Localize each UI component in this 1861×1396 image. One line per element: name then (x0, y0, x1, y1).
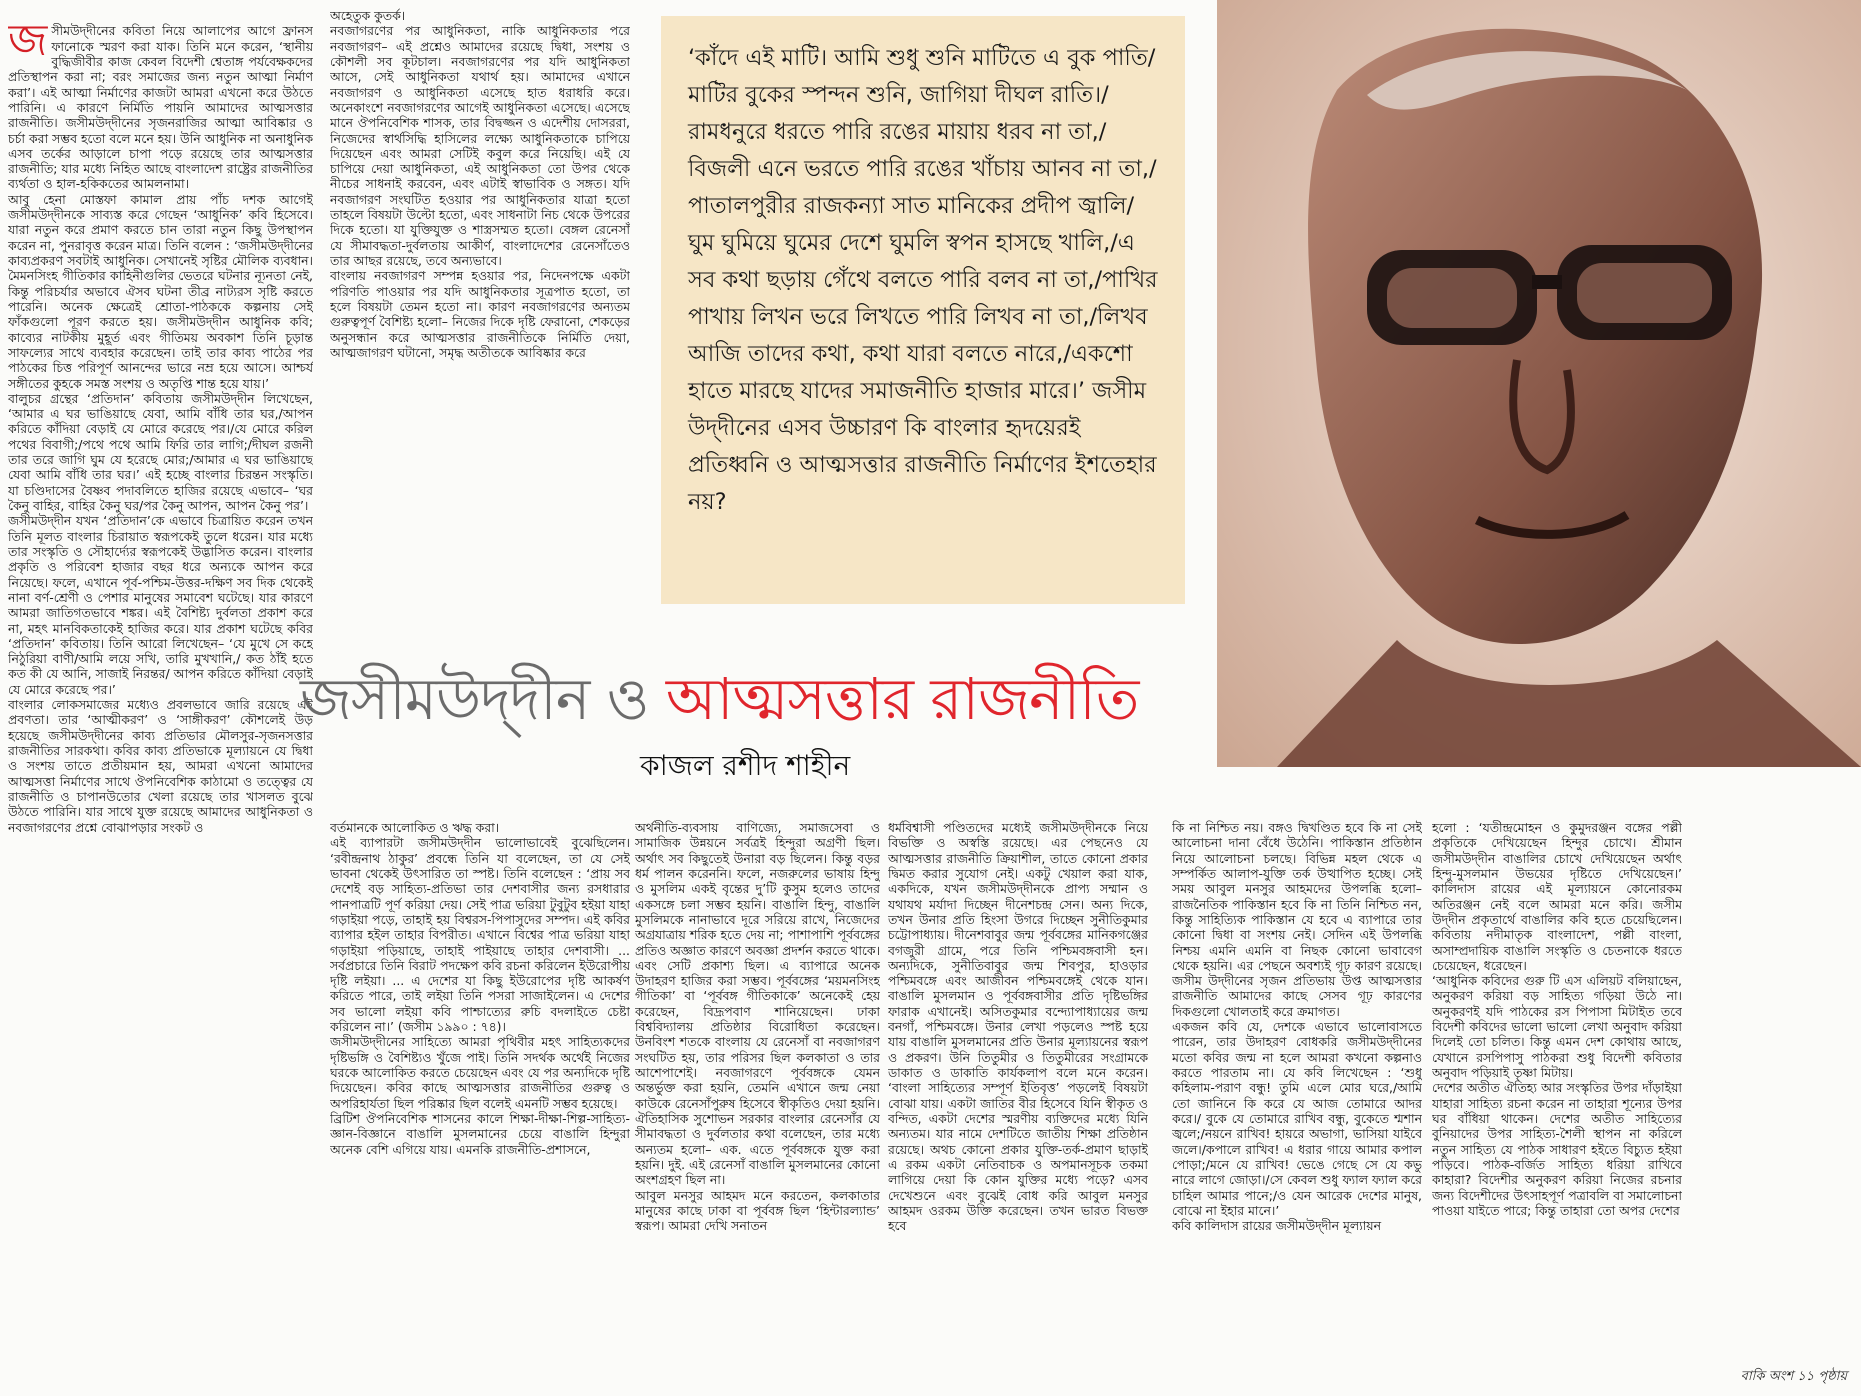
article-column-1 (8, 8, 313, 1390)
drop-cap: জ (8, 15, 48, 67)
byline: কাজল রশীদ শাহীন (640, 749, 851, 782)
article-column-6: কি না নিশ্চিত নয়। বঙ্গও দ্বিখণ্ডিত হবে কি না সেই আলোচনা দানা বেঁধে উঠেনি। পাকিস্তান প্রতিষ্ঠান নিয়ে আলোচনা চলছে। বিভিন্ন মহল থেকে এ সম্পর্কিত আলাপ-যুক্তি তর্ক উত্থাপিত হচ্ছে। সেই সময় আবুল মনসুর আহমদের উপলব্ধি হলো– রাজনৈতিক পাকিস্তান হবে কি না তিনি নিশ্চিত নন, কিন্তু সাহিত্যিক পাকিস্তান যে হবে এ ব্যাপারে তার কোনো দ্বিধা বা সংশয় নেই। সেদিন এই উপলব্ধি নিশ্চয় এমনি এমনি বা নিছক কোনো ভাবাবেগ থেকে হয়নি। এর পেছনে অবশ্যই গূঢ় কারণ রয়েছে। জসীম উদ্‌দীনের সৃজন প্রতিভায় উপ্ত আত্মসত্তার রাজনীতি আমাদের কাছে সেসব গূঢ় কারণের দিকগুলো খোলতাই করে ক্রমাগত। একজন কবি যে, দেশকে এভাবে ভালোবাসতে পারেন, তার উদাহরণ বোধকরি জসীমউদ্‌দীনের মতো কবির জন্ম না হলে আমরা কখনো কল্পনাও করতে পারতাম না। যে কবি লিখেছেন : ‘শুধু কহিলাম-পরাণ বন্ধু! তুমি এলে মোর ঘরে,/আমি তো জানিনে কি করে যে আজ তোমারে আদর করে।/ বুকে যে তোমারে রাখিব বন্ধু, বুকেতে শ্মশান জ্বলে;/নয়নে রাখিব! হায়রে অভাগা, ভাসিয়া যাইবে জলে।/কপালে রাখিব! এ ধরার গায়ে আমার কপাল পোড়া;/মনে যে রাখিব! ভেঙে গেছে সে যে কভু নারে লাগে জোড়া।/সে কেবল শুধু ফ্যাল ফ্যাল করে চাহিল আমার পানে;/ও যেন আরেক দেশের মানুষ, বোঝে না ইহার মানে।’ কবি কালিদাস রায়ের জসীমউদ্‌দীন মূল্যায়ন (1172, 820, 1422, 1234)
portrait-illustration (1217, 0, 1861, 767)
article-column-7: হলো : ‘যতীন্দ্রমোহন ও কুমুদরঞ্জন বঙ্গের পল্লী প্রকৃতিকে দেখিয়েছেন হিন্দুর চোখে। শ্রীমান জসীমউদ্‌দীন বাঙালির চোখে দেখিয়েছেন অর্থাৎ হিন্দু-মুসলমান উভয়ের দৃষ্টিতে দেখিয়েছেন।’ কালিদাস রায়ের এই মূল্যায়নে কোনোরকম অতিরঞ্জন নেই বলে আমরা মনে করি। জসীম উদ্‌দীন প্রকৃতার্থে বাঙালির কবি হতে চেয়েছিলেন। কবিতায় নদীমাতৃক বাংলাদেশ, পল্লী বাংলা, অসাম্প্রদায়িক বাঙালি সংস্কৃতি ও চেতনাকে ধরতে চেয়েছেন, ধরেছেন। ‘আধুনিক কবিদের গুরু টি এস এলিয়ট বলিয়াছেন, অনুকরণ করিয়া বড় সাহিত্য গড়িয়া উঠে না। অনুকরণই যদি পাঠকের রস পিপাসা মিটাইত তবে বিদেশী কবিদের ভালো ভালো লেখা অনুবাদ করিয়া দিলেই তো চলিত। কিন্তু এমন দেশ কোথায় আছে, যেখানে রসপিপাসু পাঠকরা শুধু বিদেশী কবিতার অনুবাদ পড়িয়াই তৃষ্ণা মিটায়। দেশের অতীত ঐতিহ্য আর সংস্কৃতির উপর দাঁড়াইয়া যাহারা সাহিত্য রচনা করেন না তাহারা শূন্যের উপর ঘর বাঁধিয়া থাকেন। দেশের অতীত সাহিত্যের বুনিয়াদের উপর সাহিত্য-শৈলী স্থাপন না করিলে নতুন সাহিত্য যে পাঠক সাধারণ হইতে বিচ্যুত হইয়া পড়িবে। পাঠক-বর্জিত সাহিত্য ধরিয়া রাখিবে কাহারা? বিদেশীর অনুকরণ করিয়া নিজের রচনার জন্য বিদেশীদের উৎসাহপূর্ণ পত্রাবলি বা সমালোচনা পাওয়া যাইতে পারে; কিন্তু তাহারা তো অপর দেশের (1432, 820, 1682, 1218)
headline-part-2: আত্মসত্তার রাজনীতি (665, 665, 1139, 733)
column-1-text: সীমউদ্‌দীনের কবিতা নিয়ে আলাপের আগে ফ্রানস ফানোকে স্মরণ করা যাক। তিনি মনে করেন, ‘স্থানীয় বুদ্ধিজীবীর কাজ কেবল বিদেশী শ্বেতাঙ্গ পর্যবেক্ষকদের প্রতিস্থাপন করা না; বরং সমাজের জন্য নতুন আত্মা নির্মাণ করা’। এই আত্মা নির্মাণের কাজটা আমরা এখনো করে উঠতে পারিনি। এ কারণে নির্মিতি পায়নি আমাদের আত্মসত্তার রাজনীতি। জসীমউদ্‌দীনের সৃজনরাজির আত্মা আবিষ্কার ও চর্চা করা সম্ভব হতো বলে মনে হয়। উনি আধুনিক না অনাধুনিক এসব তর্কের আড়ালে চাপা পড়ে রয়েছে তার আত্মসত্তার রাজনীতি; যার মধ্যে নিহিত আছে বাংলাদেশ রাষ্ট্রের রাজনীতির ব্যর্থতা ও হাল-হকিকতের আমলনামা। আবু হেনা মোস্তফা কামাল প্রায় পাঁচ দশক আগেই জসীমউদ্‌দীনকে সাব্যস্ত করে গেছেন ‘আধুনিক’ কবি হিসেবে। যারা নতুন করে প্রমাণ করতে চান তারা নতুন কিছু উপস্থাপন করেন না, পুনরাবৃত্ত করেন মাত্র। তিনি বলেন : ‘জসীমউদ্‌দীনের কাব্যপ্রকরণ সবটাই আধুনিক। সেখানেই সৃষ্টির মৌলিক ব্যবধান। মৈমনসিংহ গীতিকার কাহিনীগুলির ভেতরে ঘটনার ন্যূনতা নেই, কিন্তু পরিচর্যার অভাবে ঐসব ঘটনা তীব্র নাট্যরস সৃষ্টি করতে পারেনি। অনেক ক্ষেত্রেই শ্রোতা-পাঠককে কল্পনায় সেই ফাঁকগুলো পূরণ করতে হয়। জসীমউদ্‌দীন আধুনিক কবি; কাব্যের নাটকীয় মুহূর্ত এবং গীতিময় অবকাশ তিনি চূড়ান্ত সাফল্যের সাথে ব্যবহার করেছেন। তাই তার কাব্য পাঠের পর পাঠকের চিত্ত পরিপূর্ণ আনন্দের ভারে নম্র হয়ে আসে। আশ্চর্য সঙ্গীতের কুহকে সমস্ত সংশয় ও অতৃপ্তি শান্ত হয়ে যায়।’ বালুচর গ্রন্থের ‘প্রতিদান’ কবিতায় জসীমউদ্‌দীন লিখেছেন, ‘আমার এ ঘর ভাঙিয়াছে যেবা, আমি বাঁধি তার ঘর,/আপন করিতে কাঁদিয়া বেড়াই যে মোরে করেছে পর।/যে মোরে করিল পথের বিবাগী;/পথে পথে আমি ফিরি তার লাগি;/দীঘল রজনী তার তরে জাগি ঘুম যে হরেছে মোর;/আমার এ ঘর ভাঙিয়াছে যেবা আমি বাঁধি তার ঘর।’ এই হচ্ছে বাংলার চিরন্তন সংস্কৃতি। যা চণ্ডিদাসের বৈষ্ণব পদাবলিতে হাজির রয়েছে এভাবে– ‘ঘর কৈনু বাহির, বাহির কৈনু ঘর/পর কৈনু আপন, আপন কৈনু পর’। জসীমউদ্‌দীন যখন ‘প্রতিদান’কে এভাবে চিত্রায়িত করেন তখন তিনি মূলত বাংলার চিরায়াত স্বরূপকেই তুলে ধরেন। যার মধ্যে তার সংস্কৃতি ও সৌহার্দ্যের স্বরূপকেই উদ্ভাসিত করেন। বাংলার প্রকৃতি ও পরিবেশ হাজার বছর ধরে অন্যকে আপন করে নিয়েছে। ফলে, এখানে পূর্ব-পশ্চিম-উত্তর-দক্ষিণ সব দিক থেকেই নানা বর্ণ-শ্রেণী ও পেশার মানুষের সমাবেশ ঘটেছে। যার কারণে আমরা জাতিগতভাবে শঙ্কর। এই বৈশিষ্ট্য দুর্বলতা প্রকাশ করে না, মহৎ মানবিকতাকেই হাজির করে। যার প্রকাশ ঘটেছে কবির ‘প্রতিদান’ কবিতায়। তিনি আরো লিখেছেন– ‘যে মুখে সে কহে নিঠুরিয়া বাণী/আমি লয়ে সখি, তারি মুখখানি,/ কত ঠাঁই হতে কত কী যে আনি, সাজাই নিরন্তর/ আপন করিতে কাঁদিয়া বেড়াই যে মোরে করেছে পর।’ বাংলার লোকসমাজের মধ্যেও প্রবলভাবে জারি রয়েছে এই প্রবণতা। তার ‘আত্মীকরণ’ ও ‘সাঙ্গীকরণ’ কৌশলেই উড় হয়েছে জসীমউদ্‌দীনের কাব্য প্রতিভার মৌলসুর-সৃজনসত্তার রাজনীতির সারকথা। কবির কাব্য প্রতিভাকে মূল্যায়নে যে দ্বিধা ও সংশয় তাতে প্রতীয়মান হয়, আমরা এখনো আমাদের আত্মসত্তা নির্মাণের সাথে ঔপনিবেশিক কাঠামো ও তত্ত্বের যে রাজনীতি ও চাপানউতোর খেলা রয়েছে তার খাসলত বুঝে উঠতে পারিনি। যার সাথে যুক্ত রয়েছে আমাদের আধুনিকতা ও নবজাগরণের প্রশ্নে বোঝাপড়ার সংকট ও (8, 23, 313, 835)
headline (300, 655, 1200, 752)
headline-part-1: জসীমউদ্‌দীন ও (300, 665, 666, 733)
article-column-3: বর্তমানকে আলোকিত ও ঋদ্ধ করা। এই ব্যাপারটা জসীমউদ্‌দীন ভালোভাবেই বুঝেছিলেন। ‘রবীন্দ্রনাথ ঠাকুর’ প্রবন্ধে তিনি যা বলেছেন, তা যে সেই ভাবনা থেকেই উৎসারিত তা স্পষ্ট। তিনি বলেছেন : ‘প্রায় সব দেশেই বড় সাহিত্য-প্রতিভা তার দেশবাসীর জন্য রসধারার পানপাত্রটি পূর্ণ করিয়া দেয়। সেই পাত্র ভরিয়া টুবুটুব হইয়া যাহা গড়াইয়া পড়ে, তাহাই হয় বিশ্বরস-পিপাসুদের সম্পদ। এই কবির ব্যাপার হইল তাহার বিপরীত। এখানে বিশ্বের পাত্র ভরিয়া যাহা গড়াইয়া পড়িয়াছে, তাহাই পাইয়াছে তাহার দেশবাসী। ... সর্বপ্রচারে তিনি বিরাট পদক্ষেপ কবি রচনা করিলেন ইউরোপীয় দৃষ্টি লইয়া। ... এ দেশের যা কিছু ইউরোপের দৃষ্টি আকর্ষণ করিতে পারে, তাই লইয়া তিনি পসরা সাজাইলেন। এ দেশের সব ভালো লইয়া কবি পাশ্চাত্যের রুচি বদলাইতে চেষ্টা করিলেন না।’ (জসীম ১৯৯০ : ৭৪)। জসীমউদ্‌দীনের সাহিত্যে আমরা পৃথিবীর মহৎ সাহিত্যকদের দৃষ্টিভঙ্গি ও বৈশিষ্ট্যও খুঁজে পাই। তিনি সদর্থক অর্থেই নিজের ঘরকে আলোকিত করতে চেয়েছেন এবং যে পর অন্যদিকে দৃষ্টি দিয়েছেন। কবির কাছে আত্মসত্তার রাজনীতির গুরুত্ব ও অপরিহার্যতা ছিল পরিষ্কার ছিল বলেই এমনটি সম্ভব হয়েছে। ব্রিটিশ ঔপনিবেশিক শাসনের কালে শিক্ষা-দীক্ষা-শিল্প-সাহিত্য-জ্ঞান-বিজ্ঞানে বাঙালি মুসলমানের চেয়ে বাঙালি হিন্দুরা অনেক বেশি এগিয়ে যায়। এমনকি রাজনীতি-প্রশাসনে, (330, 820, 630, 1157)
portrait-photo (1217, 0, 1861, 767)
article-column-5: ধর্মবিশ্বাসী পণ্ডিতদের মধ্যেই জসীমউদ্‌দীনকে নিয়ে বিভক্তি ও অস্বস্তি রয়েছে। এর পেছনেও যে আত্মসত্তার রাজনীতি ক্রিয়াশীল, তাতে কোনো প্রকার দ্বিমত করার সুযোগ নেই। একটু খেয়াল করা যাক, একদিকে, যখন জসীমউদ্‌দীনকে প্রাপ্য সম্মান ও যথাযথ মর্যাদা দিচ্ছেন দীনেশচন্দ্র সেন। অন্য দিকে, তখন উনার প্রতি হিংসা উগরে দিচ্ছেন সুনীতিকুমার চট্টোপাধ্যায়। দীনেশবাবুর জন্ম পূর্ববঙ্গের মানিকগঞ্জের বগজুরী গ্রামে, পরে তিনি পশ্চিমবঙ্গবাসী হন। অন্যদিকে, সুনীতিবাবুর জন্ম শিবপুর, হাওড়ার পশ্চিমবঙ্গে এবং আজীবন পশ্চিমবঙ্গেই থেকে যান। বাঙালি মুসলমান ও পূর্ববঙ্গবাসীর প্রতি দৃষ্টিভঙ্গির ফারাক এখানেই। অসিতকুমার বন্দ্যোপাধ্যায়ের জন্ম বনগাঁ, পশ্চিমবঙ্গে। উনার লেখা পড়লেও স্পষ্ট হয়ে যায় বাঙালি মুসলমানের প্রতি উনার মূল্যায়নের স্বরূপ ও প্রকরণ। উনি তিতুমীর ও তিতুমীরের সংগ্রামকে ডাকাত ও ডাকাতি কার্যকলাপ বলে মনে করেন। ‘বাংলা সাহিত্যের সম্পূর্ণ ইতিবৃত্ত’ পড়লেই বিষয়টা বোঝা যায়। একটা জাতির বীর হিসেবে যিনি স্বীকৃত ও বন্দিত, একটা দেশের স্মরণীয় ব্যক্তিদের মধ্যে যিনি অন্যতম। যার নামে দেশটিতে জাতীয় শিক্ষা প্রতিষ্ঠান রয়েছে। অথচ কোনো প্রকার যুক্তি-তর্ক-প্রমাণ ছাড়াই এ রকম একটা নেতিবাচক ও অপমানসূচক তকমা লাগিয়ে দেয়া কি কোন যুক্তির মধ্যে পড়ে? এসব দেখেশুনে এবং বুঝেই বোধ করি আবুল মনসুর আহমদ ওরকম উক্তি করেছেন। তখন ভারত বিভক্ত হবে (888, 820, 1148, 1234)
continuation-note: বাকি অংশ ১১ পৃষ্ঠায় (1740, 1369, 1847, 1384)
article-column-2: অহেতুক কুতর্ক। নবজাগরণের পর আধুনিকতা, নাকি আধুনিকতার পরে নবজাগরণ– এই প্রশ্নেও আমাদের রয়েছে দ্বিধা, সংশয় ও কৌশলী সব কূটচাল। নবজাগরণের পর যদি আধুনিকতা আসে, সেই আধুনিকতা যথার্থ হয়। আমাদের এখানে নবজাগরণ ও আধুনিকতা এসেছে হাত ধরাধরি করে। অনেকাংশে নবজাগরণের আগেই আধুনিকতা এসেছে। এসেছে মানে ঔপনিবেশিক শাসক, তার বিদ্বজ্জন ও এদেশীয় দোসররা, নিজেদের স্বার্থসিদ্ধি হাসিলের লক্ষ্যে আধুনিকতাকে চাপিয়ে দিয়েছেন এবং আমরা সেটিই কবুল করে নিয়েছি। এই যে চাপিয়ে দেয়া আধুনিকতা, এই আধুনিকতা তো উপর থেকে নীচের সাধনাই করবেন, এবং এটাই স্বাভাবিক ও সঙ্গত। যদি নবজাগরণ সংঘটিত হওয়ার পর আধুনিকতার যাত্রা হতো তাহলে বিষয়টা উল্টো হতো, এবং সাধনাটা নিচ থেকে উপরের দিকে হতো। যা যুক্তিযুক্ত ও শাস্ত্রসম্মত হতো। বেঙ্গল রেনেসাঁ যে সীমাবদ্ধতা-দুর্বলতায় আকীর্ণ, বাংলাদেশের রেনেসাঁতেও তার আছর রয়েছে, তবে অন্যভাবে। বাংলায় নবজাগরণ সম্পন্ন হওয়ার পর, নিদেনপক্ষে একটা পরিণতি পাওয়ার পর যদি আধুনিকতার সূত্রপাত হতো, তা হলে বিষয়টা তেমন হতো না। কারণ নবজাগরণের অন্যতম গুরুত্বপূর্ণ বৈশিষ্ট্য হলো– নিজের দিকে দৃষ্টি ফেরানো, শেকড়ের অনুসন্ধান করে আত্মসত্তার রাজনীতিকে নির্মিতি দেয়া, আত্মজাগরণ ঘটানো, সমৃদ্ধ অতীতকে আবিষ্কার করে (330, 8, 630, 360)
pull-quote-text: ‘কাঁদে এই মাটি। আমি শুধু শুনি মাটিতে এ বুক পাতি/মাটির বুকের স্পন্দন শুনি, জাগিয়া দীঘল রাতি।/রামধনুরে ধরতে পারি রঙের মায়ায় ধরব না তা,/বিজলী এনে ভরতে পারি রঙের খাঁচায় আনব না তা,/পাতালপুরীর রাজকন্যা সাত মানিকের প্রদীপ জ্বালি/ঘুম ঘুমিয়ে ঘুমের দেশে ঘুমলি স্বপন হাসছে খালি,/এ সব কথা ছড়ায় গেঁথে বলতে পারি বলব না তা,/পাখির পাখায় লিখন ভরে লিখতে পারি লিখব না তা,/লিখব আজি তাদের কথা, কথা যারা বলতে নারে,/একশো হাতে মারছে যাদের সমাজনীতি হাজার মারে।’ জসীম উদ্‌দীনের এসব উচ্চারণ কি বাংলার হৃদয়েরই প্রতিধ্বনি ও আত্মসত্তার রাজনীতি নির্মাণের ইশতেহার নয়? (688, 45, 1158, 515)
article-column-4: অর্থনীতি-ব্যবসায় বাণিজ্যে, সমাজসেবা ও সামাজিক উন্নয়নে সর্বত্রই হিন্দুরা অগ্রণী ছিল। অর্থাৎ সব কিছুতেই উনারা বড় ছিলেন। কিন্তু বড়র ধর্ম পালন করেননি। ফলে, নজরুলের ভাষায় হিন্দু ও মুসলিম একই বৃন্তের দু’টি কুসুম হলেও তাদের একসঙ্গে চলা সম্ভব হয়নি। বাঙালি হিন্দু, বাঙালি মুসলিমকে নানাভাবে দূরে সরিয়ে রাখে, নিজেদের অগ্রযাত্রায় শরিক হতে দেয় না; পাশাপাশি পূর্ববঙ্গের প্রতিও অজ্ঞাত কারণে অবজ্ঞা প্রদর্শন করতে থাকে। এবং সেটি প্রকাশ্য ছিল। এ ব্যাপারে অনেক উদাহরণ হাজির করা সম্ভব। পূর্ববঙ্গের ‘ময়মনসিংহ গীতিকা’ বা ‘পূর্ববঙ্গ গীতিকাকে’ অনেকেই হেয় করেছেন, বিদ্রূপবাণ শানিয়েছেন। ঢাকা বিশ্ববিদ্যালয় প্রতিষ্ঠার বিরোধিতা করেছেন। উনবিংশ শতকে বাংলায় যে রেনেসাঁ বা নবজাগরণ সংঘটিত হয়, তার পরিসর ছিল কলকাতা ও তার আশেপাশেই। নবজাগরণে পূর্ববঙ্গকে যেমন অন্তর্ভুক্ত করা হয়নি, তেমনি এখানে জন্ম নেয়া কাউকে রেনেসাঁপুরুষ হিসেবে স্বীকৃতিও দেয়া হয়নি। ঐতিহাসিক সুশোভন সরকার বাংলার রেনেসাঁর যে সীমাবদ্ধতা ও দুর্বলতার কথা বলেছেন, তার মধ্যে অন্যতম হলো– এক. এতে পূর্ববঙ্গকে যুক্ত করা হয়নি। দুই. এই রেনেসাঁ বাঙালি মুসলমানের কোনো অংশগ্রহণ ছিল না। আবুল মনসুর আহমদ মনে করতেন, কলকাতার মানুষের কাছে ঢাকা বা পূর্ববঙ্গ ছিল ‘হিন্টারল্যান্ড’ স্বরূপ। আমরা দেখি সনাতন (635, 820, 880, 1234)
